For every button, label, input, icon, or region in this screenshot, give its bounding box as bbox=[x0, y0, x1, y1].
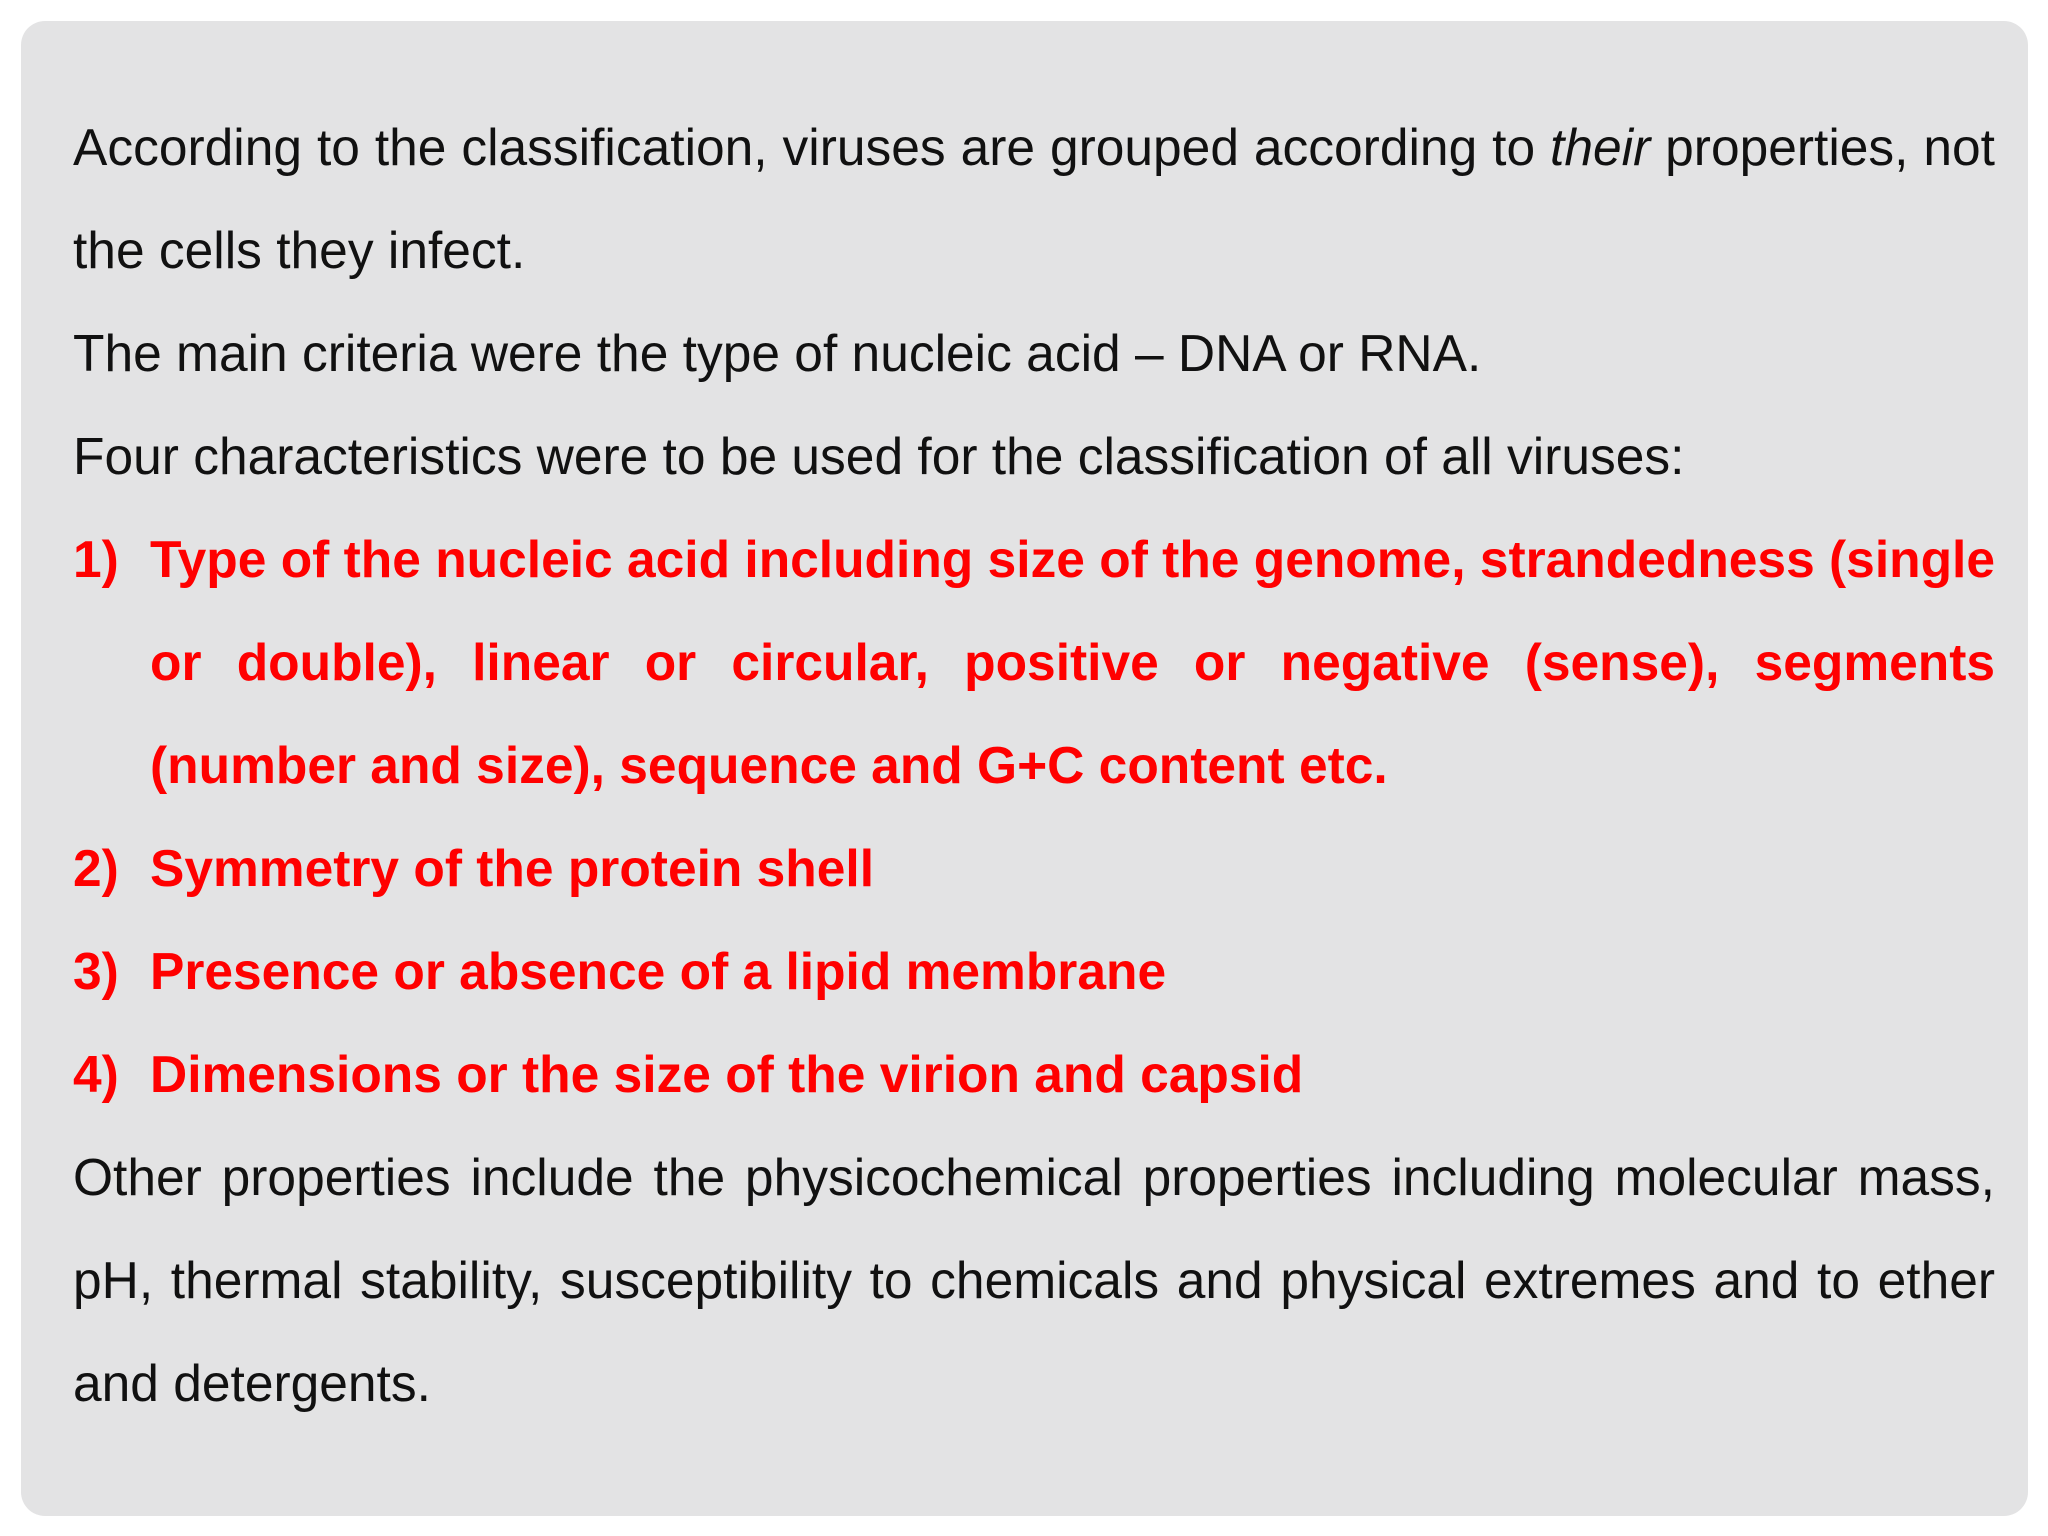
list-item bbox=[73, 508, 1995, 817]
list-text: Type of the nucleic acid including size of the genome, strandedness (single or double), linear or circular, positive or negative (sense), segments (number and size), sequence and G+C content etc. bbox=[150, 530, 1995, 794]
intro-emphasis: their bbox=[1550, 118, 1651, 176]
list-text: Presence or absence of a lipid membrane bbox=[150, 942, 1167, 1000]
lead-in-paragraph: Four characteristics were to be used for the classification of all viruses: bbox=[73, 427, 1685, 485]
intro-paragraph bbox=[73, 96, 1995, 302]
list-text: Symmetry of the protein shell bbox=[150, 839, 875, 897]
list-number: 4) bbox=[73, 1045, 119, 1103]
intro-text-1: According to the classification, viruses are grouped according to bbox=[73, 118, 1551, 176]
criteria-paragraph: The main criteria were the type of nucleic acid – DNA or RNA. bbox=[73, 324, 1482, 382]
list-item bbox=[73, 920, 1995, 1023]
list-number: 3) bbox=[73, 942, 119, 1000]
other-properties-paragraph: Other properties include the physicochemical properties including molecular mass, pH, thermal stability, susceptibility to chemicals and physical extremes and to ether and detergents. bbox=[73, 1148, 1995, 1412]
list-item bbox=[73, 817, 1995, 920]
list-text: Dimensions or the size of the virion and capsid bbox=[150, 1045, 1304, 1103]
list-item bbox=[73, 1023, 1995, 1126]
list-number: 1) bbox=[73, 530, 119, 588]
list-number: 2) bbox=[73, 839, 119, 897]
intro-text-2: properties, not the cells they infect. bbox=[73, 118, 1995, 279]
slide-panel bbox=[21, 21, 2028, 1516]
